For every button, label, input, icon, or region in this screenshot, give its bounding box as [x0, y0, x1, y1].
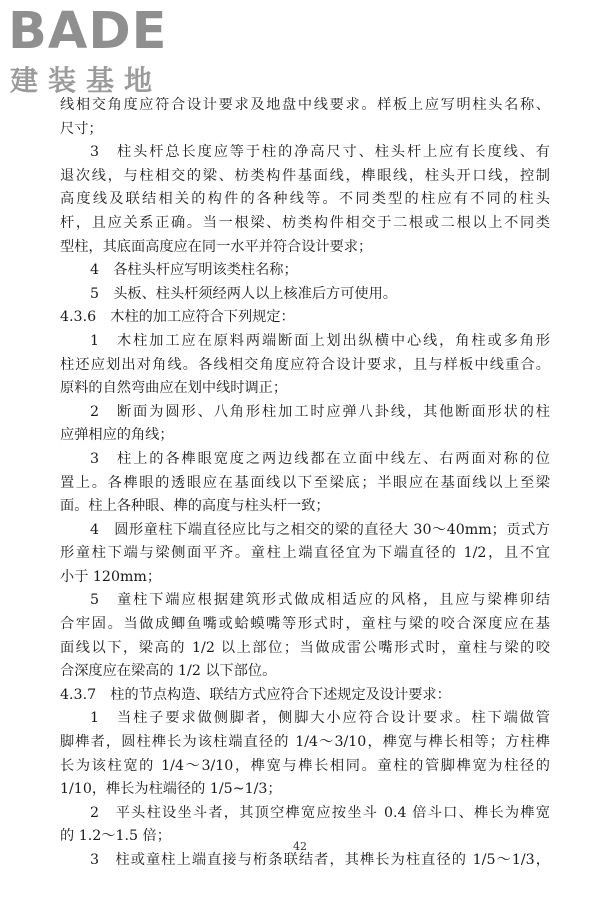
text-line: 3 柱上的各榫眼宽度之两边线都在立面中线左、右两面对称的位 [90, 450, 550, 467]
text-line: 杆，且应关系正确。当一根梁、枋类构件相交于二根或二根以上不同类 [60, 214, 550, 231]
text-line: 柱还应划出对角线。各线相交角度应符合设计要求，且与样板中线重合。 [60, 356, 550, 373]
logo [8, 4, 188, 102]
text-line: 1 当柱子要求做侧脚者，侧脚大小应符合设计要求。柱下端做管 [90, 710, 550, 727]
text-line: 面线以下，梁高的 1/2 以上部位；当做成雷公嘴形式时，童柱与梁的咬 [60, 639, 550, 656]
text-line: 4 圆形童柱下端直径应比与之相交的梁的直径大 30～40mm；贡式方 [90, 521, 550, 538]
text-line: 3 柱或童柱上端直接与桁条联结者，其榫长为柱直径的 1/5～1/3， [90, 852, 550, 868]
text-line: 面。柱上各种眼、榫的高度与柱头杆一致； [60, 498, 330, 515]
text-line: 1/10，榫长为柱端径的 1/5~1/3； [60, 781, 282, 798]
text-line: 5 童柱下端应根据建筑形式做成相适应的风格，且应与梁榫卯结 [90, 592, 550, 609]
logo-wordmark: BADE [8, 2, 168, 61]
text-line: 线相交角度应符合设计要求及地盘中线要求。样板上应写明柱头名称、 [60, 97, 550, 113]
text-line: 脚榫者，圆柱榫长为该柱端直径的 1/4～3/10，榫宽与榫长相等；方柱榫 [60, 734, 550, 751]
text-line: 小于 120mm； [60, 568, 162, 585]
document-body [60, 94, 550, 873]
text-line: 5 头板、柱头杆须经两人以上核准后方可使用。 [90, 285, 397, 302]
text-line: 长为该柱宽的 1/4～3/10，榫宽与榫长相同。童柱的管脚榫宽为柱径的 [60, 757, 550, 774]
text-line: 置上。各榫眼的透眼应在基面线以下至梁底；半眼应在基面线以上至梁 [60, 474, 550, 491]
text-line: 应弹相应的角线； [60, 427, 174, 444]
text-line: 3 柱头杆总长度应等于柱的净高尺寸、柱头杆上应有长度线、有 [90, 144, 550, 161]
logo-subtitle: 建装基地 [10, 64, 163, 97]
text-line: 4 各柱头杆应写明该类柱名称； [90, 262, 298, 279]
text-line: 型柱，其底面高度应在同一水平并符合设计要求； [60, 238, 373, 255]
section-heading: 4.3.7 柱的节点构造、联结方式应符合下述规定及设计要求： [60, 686, 451, 703]
text-line: 合深度应在梁高的 1/2 以下部位。 [60, 663, 277, 680]
text-line: 形童柱下端与梁侧面平齐。童柱上端直径宜为下端直径的 1/2，且不宜 [60, 545, 550, 562]
text-line: 尺寸； [60, 120, 103, 137]
text-line: 2 断面为圆形、八角形柱加工时应弹八卦线，其他断面形状的柱 [90, 403, 550, 420]
section-heading: 4.3.6 木柱的加工应符合下列规定： [60, 309, 295, 326]
text-line: 高度线及联结相关的构件的各种线等。不同类型的柱应有不同的柱头 [60, 191, 550, 208]
text-line: 1 木柱加工应在原料两端断面上划出纵横中心线，角柱或多角形 [90, 332, 550, 349]
text-line: 原料的自然弯曲应在划中线时调正； [60, 380, 288, 397]
text-line: 2 平头柱设坐斗者，其顶空榫宽应按坐斗 0.4 倍斗口、榫长为榫宽 [90, 804, 550, 821]
text-line: 退次线，与柱相交的梁、枋类构件基面线，榫眼线，柱头开口线，控制 [60, 167, 550, 184]
text-line: 的 1.2～1.5 倍； [60, 828, 171, 845]
text-line: 合牢固。当做成鲫鱼嘴或蛤蟆嘴等形式时，童柱与梁的咬合深度应在基 [60, 616, 550, 633]
page-number: 42 [293, 840, 307, 853]
